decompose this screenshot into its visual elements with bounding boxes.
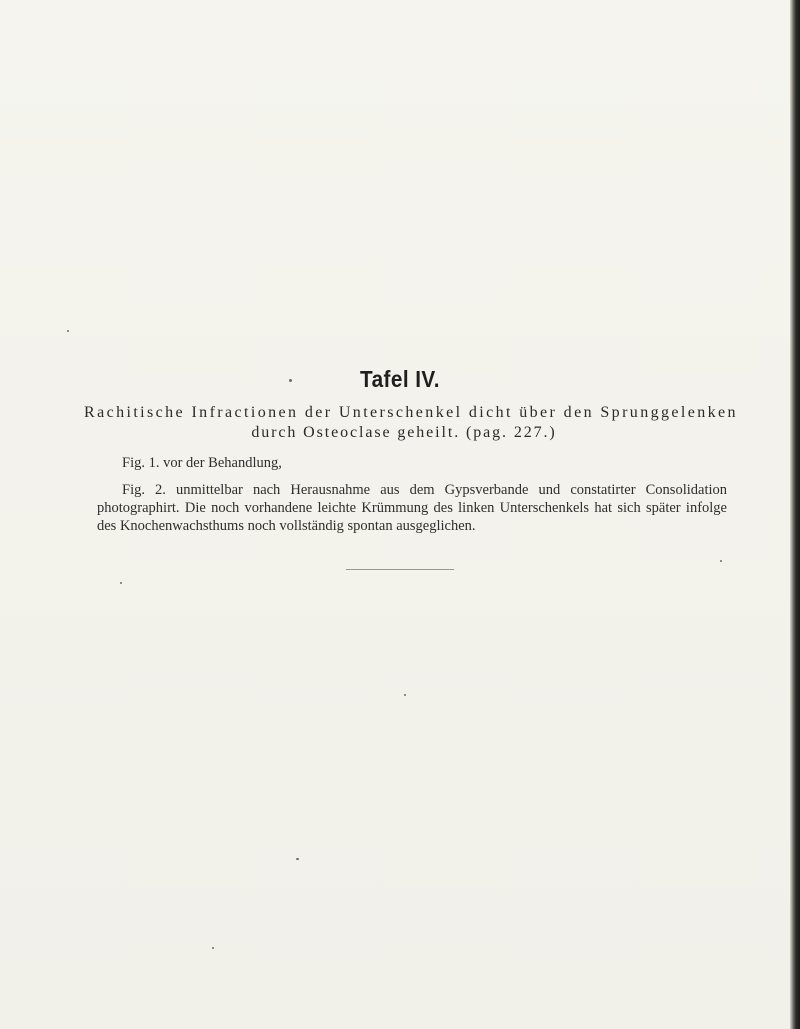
- paper-speck: [120, 582, 122, 584]
- plate-title: Tafel IV.: [360, 366, 440, 392]
- paper-speck: [296, 858, 299, 860]
- plate-heading-line-2: durch Osteoclase geheilt. (pag. 227.): [251, 424, 557, 441]
- figure-2-caption: Fig. 2. unmittelbar nach Herausnahme aus dem Gypsverbande und constatirter Consolidation photographirt. Die noch vorhandene leichte Krümmung des linken Unterschenkels hat sich später infolge des Knochenwachsthums noch vollständig spontan ausgeglichen.: [97, 482, 727, 534]
- page-edge-shadow: [790, 0, 800, 1029]
- paper-speck: [212, 947, 214, 949]
- paper-speck: [289, 379, 292, 382]
- plate-heading-line-1: Rachitische Infractionen der Unterschenkel dicht über den Sprunggelenken: [84, 404, 738, 421]
- separator-rule: [346, 569, 454, 570]
- paper-speck: [720, 560, 722, 562]
- paper-speck: [404, 694, 406, 696]
- paper-speck: [67, 330, 69, 332]
- figure-1-caption: Fig. 1. vor der Behandlung,: [122, 455, 282, 471]
